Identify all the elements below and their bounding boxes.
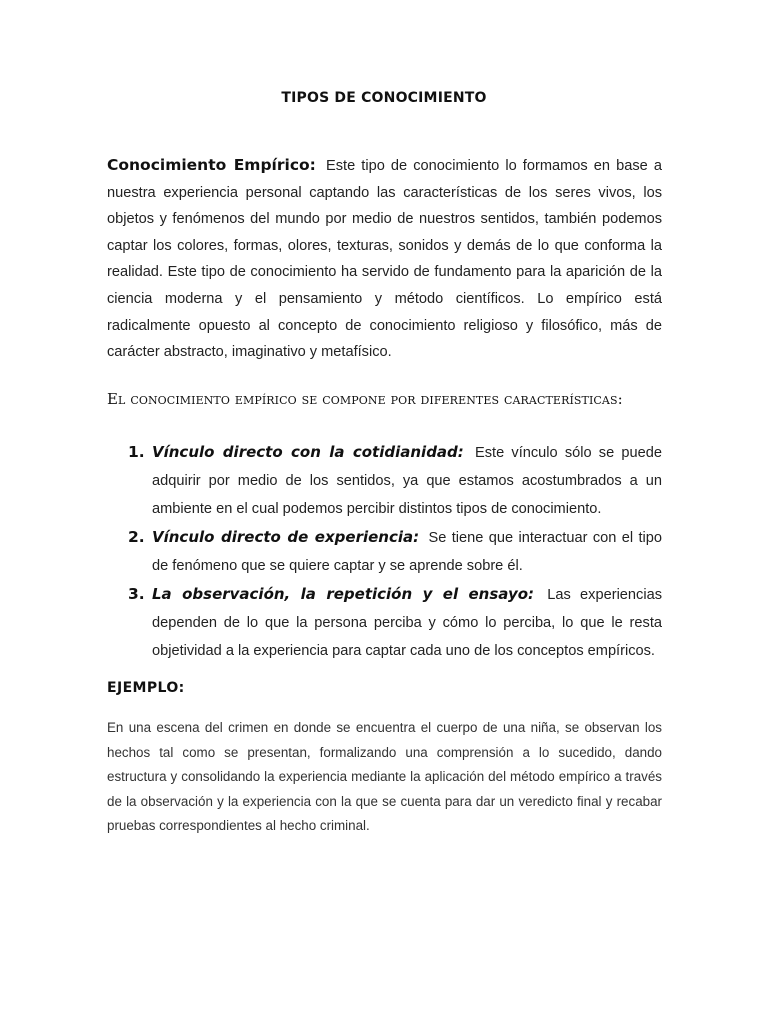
list-item-term: Vínculo directo con la cotidianidad:	[152, 443, 464, 461]
list-item-term: La observación, la repetición y el ensayo:	[152, 585, 535, 603]
list-item-text: Se tiene que interactuar con el tipo de fenómeno que se quiere captar y se aprende sobre él.	[152, 530, 662, 574]
list-item	[128, 438, 662, 523]
characteristics-list	[128, 438, 662, 665]
section-lead-term: Conocimiento Empírico:	[107, 156, 316, 174]
list-item-number: 3.	[128, 585, 145, 603]
section-empirical-knowledge	[107, 152, 662, 366]
list-item	[128, 523, 662, 580]
list-item-number: 2.	[128, 528, 145, 546]
example-text: En una escena del crimen en donde se encuentra el cuerpo de una niña, se observan los hechos tal como se presentan, formalizando una comprensión a lo sucedido, dando estructura y consolidando la experiencia mediante la aplicación del método empírico a través de la observación y la experiencia con la que se cuenta para dar un veredicto final y recabar pruebas correspondientes al hecho criminal.	[107, 720, 662, 834]
list-item	[128, 580, 662, 665]
list-item-number: 1.	[128, 443, 145, 461]
list-item-term: Vínculo directo de experiencia:	[152, 528, 420, 546]
characteristics-subheading: El conocimiento empírico se compone por diferentes características:	[107, 390, 623, 408]
list-item-text: Este vínculo sólo se puede adquirir por medio de los sentidos, ya que estamos acostumbrados a un ambiente en el cual podemos percibir distintos tipos de conocimiento.	[152, 445, 662, 517]
list-item-text: Las experiencias dependen de lo que la persona perciba y cómo lo perciba, lo que le resta objetividad a la experiencia para captar cada uno de los conceptos empíricos.	[152, 587, 662, 659]
example-heading: EJEMPLO:	[107, 680, 185, 696]
section-body-text: Este tipo de conocimiento lo formamos en base a nuestra experiencia personal captando las características de los seres vivos, los objetos y fenómenos del mundo por medio de nuestros sentidos, también podemos captar los colores, formas, olores, texturas, sonidos y demás de lo que conforma la realidad. Este tipo de conocimiento ha servido de fundamento para la aparición de la ciencia moderna y el pensamiento y método científicos. Lo empírico está radicalmente opuesto al concepto de conocimiento religioso y filosófico, más de carácter abstracto, imaginativo y metafísico.	[107, 158, 662, 361]
document-title: TIPOS DE CONOCIMIENTO	[281, 90, 487, 106]
